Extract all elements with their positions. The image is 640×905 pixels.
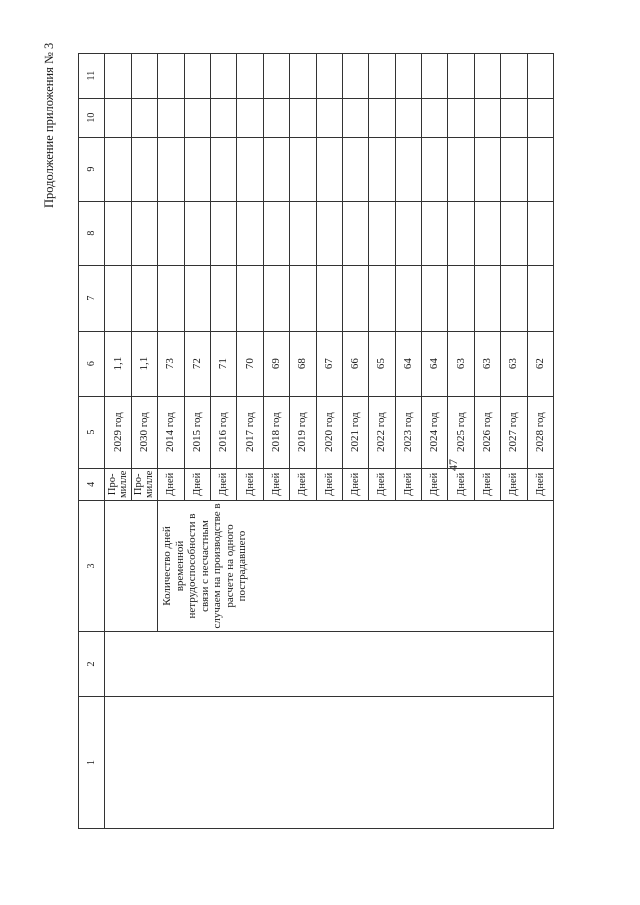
col8-cell bbox=[290, 201, 316, 265]
col8-cell bbox=[263, 201, 289, 265]
col10-cell bbox=[448, 98, 474, 137]
col11-cell bbox=[527, 53, 553, 98]
col11-cell bbox=[210, 53, 236, 98]
col9-cell bbox=[395, 137, 421, 201]
col7-cell bbox=[237, 265, 263, 331]
unit-cell: Дней bbox=[184, 468, 210, 500]
year-cell: 2014 год bbox=[158, 396, 184, 468]
value-cell: 1,1 bbox=[131, 331, 157, 396]
year-cell: 2024 год bbox=[422, 396, 448, 468]
col7-cell bbox=[527, 265, 553, 331]
col7-cell bbox=[395, 265, 421, 331]
col8-cell bbox=[237, 201, 263, 265]
col11-cell bbox=[369, 53, 395, 98]
col8-cell bbox=[342, 201, 368, 265]
col9-cell bbox=[474, 137, 500, 201]
value-cell: 69 bbox=[263, 331, 289, 396]
column-number-7: 7 bbox=[79, 265, 105, 331]
indicator-name-cell: Количество дней временной нетрудоспособности в связи с несчастным случаем на производстве в расчете на одного пострадавшего bbox=[158, 501, 554, 632]
year-cell: 2030 год bbox=[131, 396, 157, 468]
column-number-10: 10 bbox=[79, 98, 105, 137]
col9-cell bbox=[210, 137, 236, 201]
col7-cell bbox=[448, 265, 474, 331]
year-cell: 2016 год bbox=[210, 396, 236, 468]
year-cell: 2015 год bbox=[184, 396, 210, 468]
col7-cell bbox=[158, 265, 184, 331]
unit-cell: Дней bbox=[316, 468, 342, 500]
column-number-4: 4 bbox=[79, 468, 105, 500]
table-row bbox=[105, 53, 131, 828]
value-cell: 72 bbox=[184, 331, 210, 396]
unit-cell: Дней bbox=[395, 468, 421, 500]
col9-cell bbox=[263, 137, 289, 201]
col10-cell bbox=[369, 98, 395, 137]
value-cell: 63 bbox=[501, 331, 527, 396]
col9-cell bbox=[184, 137, 210, 201]
col8-cell bbox=[422, 201, 448, 265]
col10-cell bbox=[316, 98, 342, 137]
col11-cell bbox=[184, 53, 210, 98]
col11-cell bbox=[395, 53, 421, 98]
unit-cell: Дней bbox=[474, 468, 500, 500]
year-cell: 2021 год bbox=[342, 396, 368, 468]
col8-cell bbox=[501, 201, 527, 265]
col7-cell bbox=[210, 265, 236, 331]
unit-cell: Дней bbox=[290, 468, 316, 500]
col7-cell bbox=[131, 265, 157, 331]
col9-cell bbox=[501, 137, 527, 201]
col2-cell bbox=[105, 632, 554, 697]
col9-cell bbox=[105, 137, 131, 201]
year-cell: 2017 год bbox=[237, 396, 263, 468]
col9-cell bbox=[448, 137, 474, 201]
col9-cell bbox=[369, 137, 395, 201]
col7-cell bbox=[422, 265, 448, 331]
col10-cell bbox=[237, 98, 263, 137]
col7-cell bbox=[474, 265, 500, 331]
unit-cell: Дней bbox=[210, 468, 236, 500]
value-cell: 63 bbox=[448, 331, 474, 396]
value-cell: 64 bbox=[422, 331, 448, 396]
value-cell: 62 bbox=[527, 331, 553, 396]
column-number-8: 8 bbox=[79, 201, 105, 265]
col10-cell bbox=[105, 98, 131, 137]
col7-cell bbox=[501, 265, 527, 331]
col11-cell bbox=[422, 53, 448, 98]
value-cell: 63 bbox=[474, 331, 500, 396]
col11-cell bbox=[316, 53, 342, 98]
year-cell: 2029 год bbox=[105, 396, 131, 468]
year-cell: 2026 год bbox=[474, 396, 500, 468]
col10-cell bbox=[395, 98, 421, 137]
continuation-note: Продолжение приложения № 3 bbox=[42, 42, 56, 208]
col11-cell bbox=[342, 53, 368, 98]
column-number-2: 2 bbox=[79, 632, 105, 697]
col9-cell bbox=[237, 137, 263, 201]
col11-cell bbox=[290, 53, 316, 98]
col11-cell bbox=[131, 53, 157, 98]
col7-cell bbox=[316, 265, 342, 331]
col11-cell bbox=[237, 53, 263, 98]
col9-cell bbox=[131, 137, 157, 201]
unit-cell: Дней bbox=[527, 468, 553, 500]
col10-cell bbox=[501, 98, 527, 137]
column-number-row bbox=[79, 53, 105, 828]
col11-cell bbox=[474, 53, 500, 98]
unit-cell: Дней bbox=[448, 468, 474, 500]
col8-cell bbox=[158, 201, 184, 265]
col8-cell bbox=[210, 201, 236, 265]
value-cell: 66 bbox=[342, 331, 368, 396]
col10-cell bbox=[263, 98, 289, 137]
col9-cell bbox=[422, 137, 448, 201]
col8-cell bbox=[316, 201, 342, 265]
col10-cell bbox=[131, 98, 157, 137]
year-cell: 2027 год bbox=[501, 396, 527, 468]
col8-cell bbox=[369, 201, 395, 265]
column-number-9: 9 bbox=[79, 137, 105, 201]
prev-indicator-name-cell bbox=[105, 501, 158, 632]
col10-cell bbox=[210, 98, 236, 137]
col11-cell bbox=[448, 53, 474, 98]
col7-cell bbox=[263, 265, 289, 331]
unit-cell: Дней bbox=[369, 468, 395, 500]
unit-cell: Дней bbox=[237, 468, 263, 500]
indicator-table bbox=[78, 53, 554, 829]
col7-cell bbox=[290, 265, 316, 331]
value-cell: 68 bbox=[290, 331, 316, 396]
col8-cell bbox=[395, 201, 421, 265]
value-cell: 71 bbox=[210, 331, 236, 396]
col9-cell bbox=[158, 137, 184, 201]
year-cell: 2028 год bbox=[527, 396, 553, 468]
col9-cell bbox=[290, 137, 316, 201]
col8-cell bbox=[474, 201, 500, 265]
col7-cell bbox=[342, 265, 368, 331]
unit-cell: Дней bbox=[158, 468, 184, 500]
column-number-6: 6 bbox=[79, 331, 105, 396]
page-number: 47 bbox=[446, 459, 460, 471]
year-cell: 2023 год bbox=[395, 396, 421, 468]
year-cell: 2020 год bbox=[316, 396, 342, 468]
unit-cell: Дней bbox=[342, 468, 368, 500]
unit-cell: Про-милле bbox=[105, 468, 131, 500]
unit-cell: Дней bbox=[422, 468, 448, 500]
value-cell: 73 bbox=[158, 331, 184, 396]
column-number-11: 11 bbox=[79, 53, 105, 98]
col10-cell bbox=[184, 98, 210, 137]
col11-cell bbox=[501, 53, 527, 98]
col11-cell bbox=[105, 53, 131, 98]
year-cell: 2019 год bbox=[290, 396, 316, 468]
col10-cell bbox=[527, 98, 553, 137]
col8-cell bbox=[184, 201, 210, 265]
col7-cell bbox=[105, 265, 131, 331]
value-cell: 64 bbox=[395, 331, 421, 396]
col10-cell bbox=[290, 98, 316, 137]
col1-cell bbox=[105, 697, 554, 829]
year-cell: 2018 год bbox=[263, 396, 289, 468]
value-cell: 70 bbox=[237, 331, 263, 396]
column-number-3: 3 bbox=[79, 501, 105, 632]
col10-cell bbox=[422, 98, 448, 137]
column-number-1: 1 bbox=[79, 697, 105, 829]
column-number-5: 5 bbox=[79, 396, 105, 468]
col11-cell bbox=[263, 53, 289, 98]
year-cell: 2022 год bbox=[369, 396, 395, 468]
value-cell: 65 bbox=[369, 331, 395, 396]
col9-cell bbox=[527, 137, 553, 201]
col10-cell bbox=[474, 98, 500, 137]
value-cell: 1,1 bbox=[105, 331, 131, 396]
unit-cell: Дней bbox=[501, 468, 527, 500]
col10-cell bbox=[342, 98, 368, 137]
unit-cell: Дней bbox=[263, 468, 289, 500]
col7-cell bbox=[184, 265, 210, 331]
col11-cell bbox=[158, 53, 184, 98]
col8-cell bbox=[527, 201, 553, 265]
col8-cell bbox=[131, 201, 157, 265]
value-cell: 67 bbox=[316, 331, 342, 396]
year-cell: 2025 год bbox=[448, 396, 474, 468]
col8-cell bbox=[105, 201, 131, 265]
unit-cell: Про-милле bbox=[131, 468, 157, 500]
col10-cell bbox=[158, 98, 184, 137]
col8-cell bbox=[448, 201, 474, 265]
col9-cell bbox=[342, 137, 368, 201]
col7-cell bbox=[369, 265, 395, 331]
col9-cell bbox=[316, 137, 342, 201]
